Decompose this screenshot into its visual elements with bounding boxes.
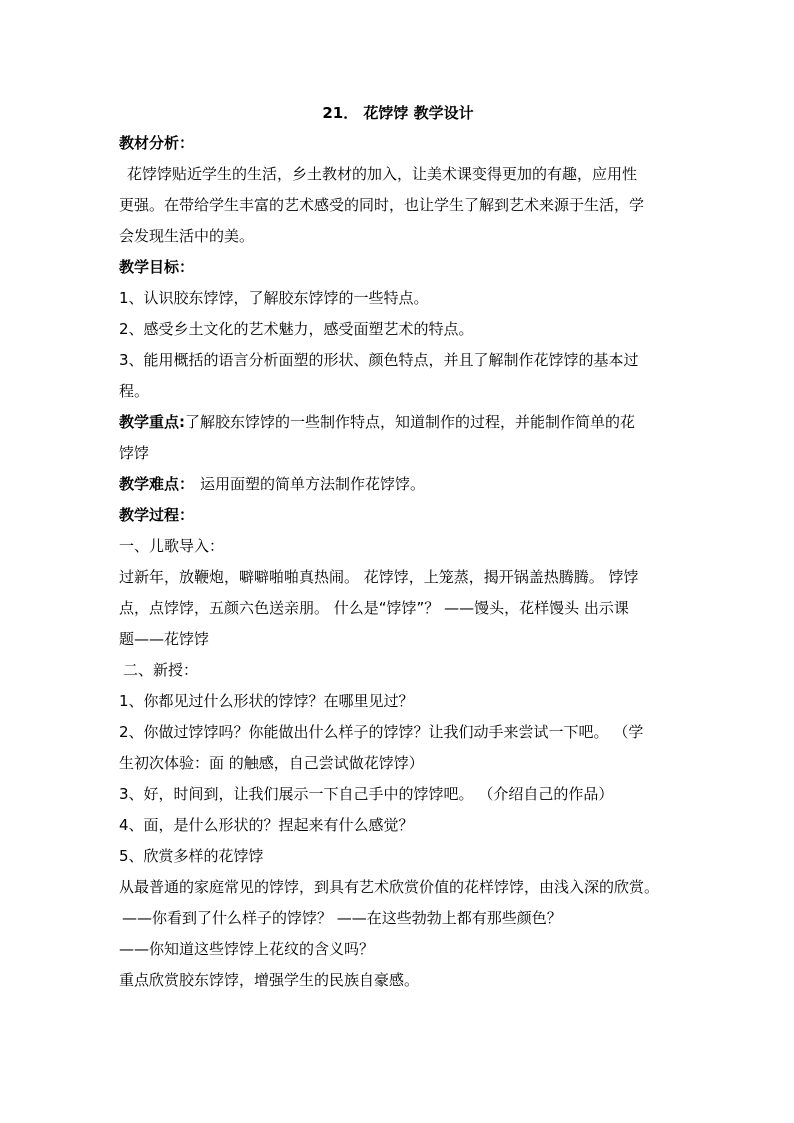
section-heading-analysis: 教材分析： bbox=[119, 134, 195, 152]
section-heading-process: 教学过程： bbox=[119, 506, 195, 524]
process-line: 2、你做过饽饽吗？你能做出什么样子的饽饽？让我们动手来尝试一下吧。 （学 bbox=[119, 723, 644, 741]
paragraph-line: 花饽饽贴近学生的生活，乡土教材的加入，让美术课变得更加的有趣，应用性 bbox=[127, 165, 638, 183]
key-point-text: 了解胶东饽饽的一些制作特点，知道制作的过程，并能制作简单的花 bbox=[185, 413, 636, 431]
process-line: ——你知道这些饽饽上花纹的含义吗？ bbox=[119, 940, 375, 958]
section-heading-goals: 教学目标： bbox=[119, 258, 195, 276]
process-line: 4、面，是什么形状的？捏起来有什么感觉？ bbox=[119, 816, 414, 834]
difficulty-text: 运用面塑的简单方法制作花饽饽。 bbox=[200, 475, 426, 493]
paragraph-line: 更强。在带给学生丰富的艺术感受的同时，也让学生了解到艺术来源于生活，学 bbox=[119, 196, 645, 214]
process-line: 1、你都见过什么形状的饽饽？在哪里见过？ bbox=[119, 692, 414, 710]
process-line: 5、欣赏多样的花饽饽 bbox=[119, 847, 264, 865]
process-line: 过新年，放鞭炮，噼噼啪啪真热闹。 花饽饽，上笼蒸，揭开锅盖热腾腾。 饽饽 bbox=[119, 568, 639, 586]
process-line: 点，点饽饽，五颜六色送亲朋。 什么是“饽饽”？ ——馒头，花样馒头 出示课 bbox=[119, 599, 629, 617]
list-item: 1、认识胶东饽饽，了解胶东饽饽的一些特点。 bbox=[119, 289, 429, 307]
list-item-continuation: 程。 bbox=[119, 382, 150, 400]
process-line: 生初次体验：面 的触感，自己尝试做花饽饽） bbox=[119, 754, 424, 772]
key-point-label: 教学重点: bbox=[119, 413, 185, 431]
key-point-continuation: 饽饽 bbox=[119, 444, 150, 462]
process-line: 从最普通的家庭常见的饽饽，到具有艺术欣赏价值的花样饽饽，由浅入深的欣赏。 bbox=[119, 878, 660, 896]
process-line: ——你看到了什么样子的饽饽？ ——在这些勃勃上都有那些颜色？ bbox=[122, 909, 562, 927]
paragraph-line: 会发现生活中的美。 bbox=[119, 227, 255, 245]
process-line: 一、儿歌导入： bbox=[119, 537, 225, 555]
process-line: 二、新授： bbox=[123, 661, 199, 679]
document-body bbox=[119, 98, 677, 996]
process-line: 3、好，时间到，让我们展示一下自己手中的饽饽吧。 （介绍自己的作品） bbox=[119, 785, 614, 803]
list-item: 3、能用概括的语言分析面塑的形状、颜色特点，并且了解制作花饽饽的基本过 bbox=[119, 351, 639, 369]
process-line: 题——花饽饽 bbox=[119, 630, 210, 648]
process-line: 重点欣赏胶东饽饽，增强学生的民族自豪感。 bbox=[119, 971, 420, 989]
difficulty-label: 教学难点： bbox=[119, 475, 195, 493]
document-title: 21． 花饽饽 教学设计 bbox=[322, 104, 474, 122]
difficulty-line bbox=[119, 469, 677, 500]
key-point-line bbox=[119, 407, 677, 438]
list-item: 2、感受乡土文化的艺术魅力，感受面塑艺术的特点。 bbox=[119, 320, 474, 338]
